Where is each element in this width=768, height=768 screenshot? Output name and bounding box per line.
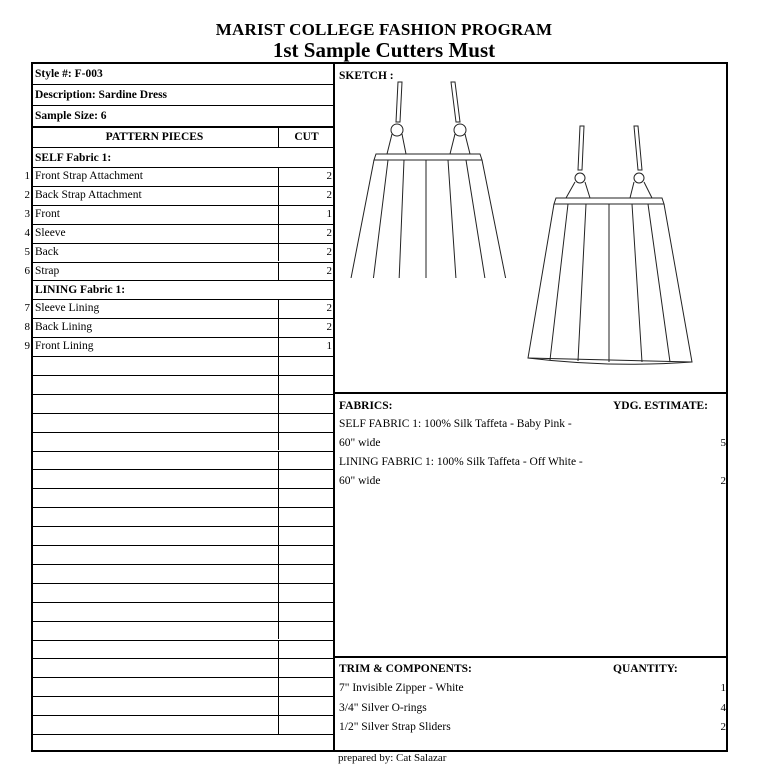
piece-number: 4 — [24, 226, 30, 239]
piece-number: 1 — [24, 170, 30, 182]
piece-number: 2 — [24, 188, 30, 201]
piece-cut-count: 2 — [326, 302, 332, 315]
row-divider — [31, 488, 334, 489]
cut-column-divider — [278, 715, 279, 734]
row-divider — [31, 640, 334, 641]
row-divider — [31, 167, 334, 168]
prepared-by: prepared by: Cat Salazar — [338, 752, 447, 764]
piece-name: Front Strap Attachment — [35, 170, 143, 182]
row-divider — [31, 205, 334, 206]
piece-cut-count: 1 — [326, 207, 332, 220]
sample-size: Sample Size: 6 — [35, 110, 107, 122]
row-divider — [31, 394, 334, 395]
piece-number: 6 — [24, 264, 30, 277]
row-divider — [31, 677, 334, 678]
cut-column-divider — [278, 205, 279, 224]
row-divider — [31, 126, 334, 128]
row-divider — [31, 186, 334, 187]
row-divider — [31, 224, 334, 225]
trim-item-quantity: 4 — [720, 701, 726, 714]
row-divider — [31, 621, 334, 622]
piece-cut-count: 2 — [326, 321, 332, 334]
row-divider — [31, 715, 334, 716]
description: Description: Sardine Dress — [35, 89, 168, 101]
trim-item-quantity: 2 — [720, 721, 726, 733]
piece-name: Back — [35, 245, 59, 258]
row-divider — [31, 147, 334, 148]
row-divider — [31, 451, 334, 452]
row-divider — [31, 413, 334, 414]
row-divider — [31, 583, 334, 584]
cut-column-divider — [278, 658, 279, 677]
cut-column-divider — [278, 488, 279, 507]
cut-column-divider — [278, 507, 279, 526]
pattern-pieces-header: PATTERN PIECES — [105, 131, 204, 143]
cut-column-divider — [278, 375, 279, 394]
row-divider — [31, 356, 334, 357]
row-divider — [31, 526, 334, 527]
piece-name: Back Strap Attachment — [35, 188, 142, 201]
self-fabric-line2: 60" wide — [339, 437, 381, 449]
lining-fabric-yards: 2 — [720, 475, 726, 487]
sketch-label: SKETCH : — [339, 70, 394, 82]
cut-column-divider — [278, 186, 279, 205]
row-divider — [31, 734, 334, 735]
lining-fabric-line1: LINING FABRIC 1: 100% Silk Taffeta - Off White - — [339, 456, 583, 468]
row-divider — [31, 84, 334, 85]
cut-column-divider — [278, 469, 279, 488]
lining-fabric-line2: 60" wide — [339, 475, 381, 487]
cut-column-divider — [278, 526, 279, 545]
quantity-label: QUANTITY: — [613, 663, 678, 675]
piece-name: Sleeve Lining — [35, 302, 100, 315]
cut-column-divider — [278, 299, 279, 318]
self-fabric-line1: SELF FABRIC 1: 100% Silk Taffeta - Baby Pink - — [339, 418, 572, 430]
row-divider — [31, 469, 334, 470]
row-divider — [31, 545, 334, 546]
row-divider — [31, 318, 334, 319]
back-dress-sketch — [520, 120, 700, 370]
trim-item-name: 7" Invisible Zipper - White — [339, 682, 464, 694]
cut-column-divider — [278, 640, 279, 659]
cut-column-divider — [278, 451, 279, 470]
piece-name: Front Lining — [35, 340, 94, 353]
piece-number: 3 — [24, 207, 30, 220]
row-divider — [31, 299, 334, 300]
piece-number: 9 — [24, 340, 30, 353]
self-fabric-yards: 5 — [720, 437, 726, 449]
form-title: 1st Sample Cutters Must — [272, 38, 496, 62]
cut-column-divider — [278, 621, 279, 640]
piece-cut-count: 1 — [326, 340, 332, 353]
row-divider — [31, 375, 334, 376]
row-divider — [31, 507, 334, 508]
section-divider-trims — [334, 656, 728, 658]
cut-column-divider — [278, 602, 279, 621]
piece-cut-count: 2 — [326, 188, 332, 201]
row-divider — [31, 243, 334, 244]
self-fabric-label: SELF Fabric 1: — [35, 152, 112, 164]
piece-cut-count: 2 — [326, 264, 332, 277]
program-title: MARIST COLLEGE FASHION PROGRAM — [215, 20, 553, 39]
row-divider — [31, 262, 334, 263]
row-divider — [31, 337, 334, 338]
piece-cut-count: 2 — [326, 170, 332, 182]
cut-column-divider — [278, 564, 279, 583]
cut-column-divider — [278, 696, 279, 715]
piece-name: Strap — [35, 264, 60, 277]
row-divider — [31, 280, 334, 281]
fabrics-label: FABRICS: — [339, 400, 393, 412]
yardage-estimate-label: YDG. ESTIMATE: — [613, 400, 708, 412]
cut-header: CUT — [294, 131, 319, 143]
cut-column-divider — [278, 432, 279, 451]
piece-name: Sleeve — [35, 226, 66, 239]
cut-column-divider — [278, 413, 279, 432]
trim-item-name: 3/4" Silver O-rings — [339, 701, 427, 714]
cut-column-divider — [278, 677, 279, 696]
cut-column-divider — [278, 224, 279, 243]
section-divider-fabrics — [334, 392, 728, 394]
piece-cut-count: 2 — [326, 226, 332, 239]
row-divider — [31, 564, 334, 565]
piece-name: Front — [35, 207, 60, 220]
cut-column-divider — [278, 318, 279, 337]
cut-column-divider — [278, 337, 279, 356]
cut-column-divider — [278, 394, 279, 413]
column-divider — [333, 62, 335, 752]
row-divider — [31, 658, 334, 659]
piece-cut-count: 2 — [326, 245, 332, 258]
trim-item-name: 1/2" Silver Strap Sliders — [339, 721, 451, 733]
row-divider — [31, 696, 334, 697]
cut-column-divider — [278, 545, 279, 564]
lining-fabric-label: LINING Fabric 1: — [35, 284, 126, 296]
cut-column-divider — [278, 356, 279, 375]
row-divider — [31, 105, 334, 106]
cut-column-divider — [278, 583, 279, 602]
trims-label: TRIM & COMPONENTS: — [339, 663, 472, 675]
row-divider — [31, 432, 334, 433]
cut-column-divider — [278, 243, 279, 262]
cut-column-divider — [278, 167, 279, 186]
cut-column-divider — [278, 262, 279, 281]
piece-number: 5 — [24, 245, 30, 258]
style-number: Style #: F-003 — [35, 68, 103, 80]
row-divider — [31, 602, 334, 603]
trim-item-quantity: 1 — [720, 682, 726, 694]
front-dress-sketch — [340, 78, 520, 278]
piece-number: 7 — [24, 302, 30, 315]
piece-number: 8 — [24, 321, 30, 334]
piece-name: Back Lining — [35, 321, 93, 334]
